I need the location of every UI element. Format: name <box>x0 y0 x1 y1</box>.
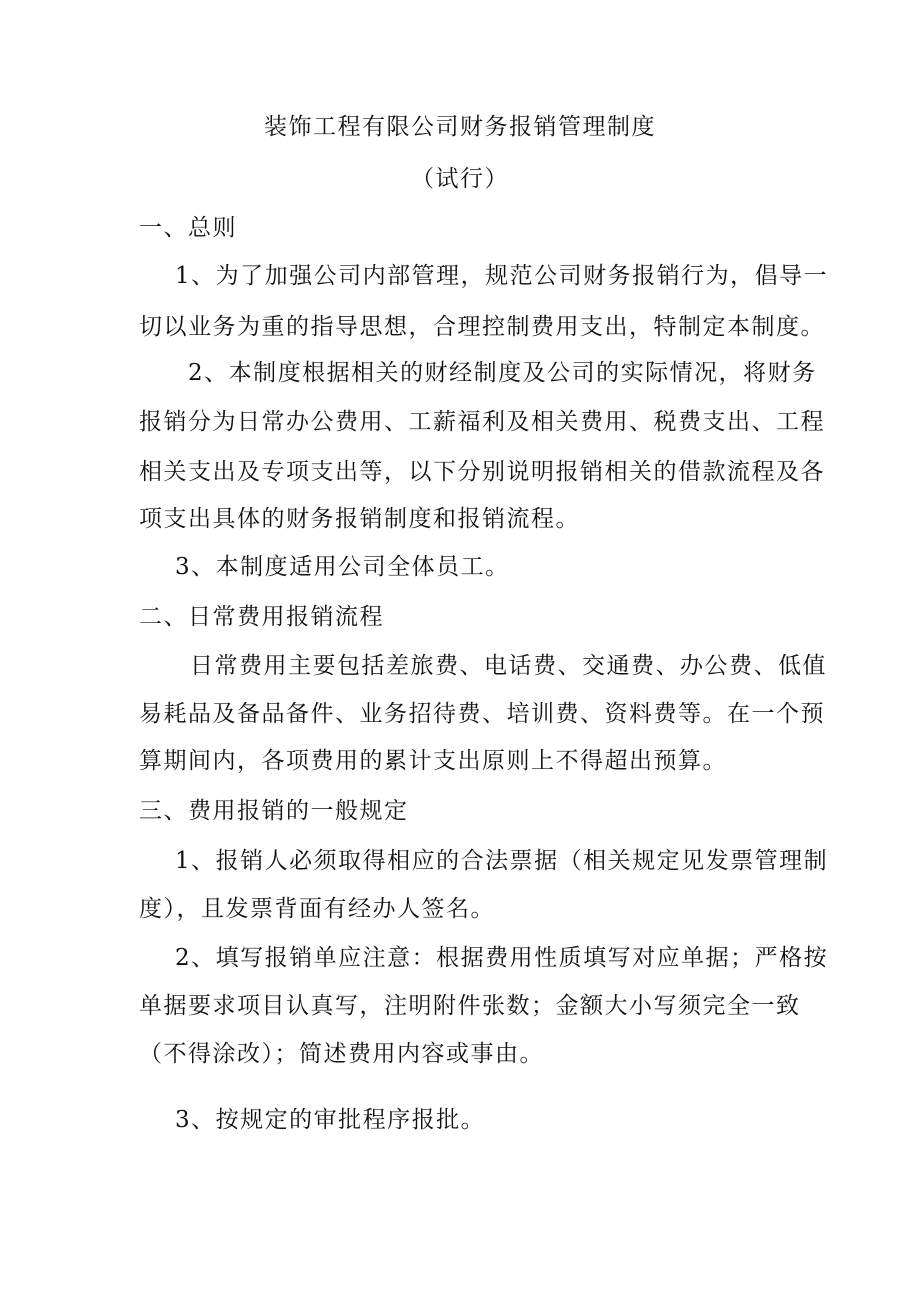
document-subtitle: （试行） <box>411 166 509 192</box>
paragraph-line: 度），且发票背面有经办人签名。 <box>139 896 495 922</box>
paragraph-line: 3、本制度适用公司全体员工。 <box>175 554 510 580</box>
section-heading-general: 一、总则 <box>139 215 237 241</box>
paragraph-line: 2、本制度根据相关的财经制度及公司的实际情况，将财务 <box>188 360 817 386</box>
paragraph-line: 3、按规定的审批程序报批。 <box>175 1107 486 1133</box>
paragraph-line: 算期间内，各项费用的累计支出原则上不得超出预算。 <box>139 748 727 774</box>
paragraph-line: 报销分为日常办公费用、工薪福利及相关费用、税费支出、工程 <box>139 409 825 435</box>
paragraph-line: 1、报销人必须取得相应的合法票据（相关规定见发票管理制 <box>175 848 829 874</box>
paragraph-line: 1、为了加强公司内部管理，规范公司财务报销行为，倡导一 <box>175 263 829 289</box>
paragraph-line: 日常费用主要包括差旅费、电话费、交通费、办公费、低值 <box>190 653 827 679</box>
section-heading-daily-expense: 二、日常费用报销流程 <box>139 604 384 630</box>
paragraph-line: （不得涂改）；简述费用内容或事由。 <box>139 1041 544 1067</box>
paragraph-line: 单据要求项目认真写，注明附件张数；金额大小写须完全一致 <box>139 993 801 1019</box>
section-heading-general-rules: 三、费用报销的一般规定 <box>139 798 409 824</box>
paragraph-line: 易耗品及备品备件、业务招待费、培训费、资料费等。在一个预 <box>139 701 825 727</box>
document-title: 装饰工程有限公司财务报销管理制度 <box>264 114 656 140</box>
paragraph-line: 项支出具体的财务报销制度和报销流程。 <box>139 506 580 532</box>
paragraph-line: 相关支出及专项支出等，以下分别说明报销相关的借款流程及各 <box>139 459 825 485</box>
paragraph-line: 切以业务为重的指导思想，合理控制费用支出，特制定本制度。 <box>139 314 825 340</box>
paragraph-line: 2、填写报销单应注意：根据费用性质填写对应单据；严格按 <box>175 945 829 971</box>
